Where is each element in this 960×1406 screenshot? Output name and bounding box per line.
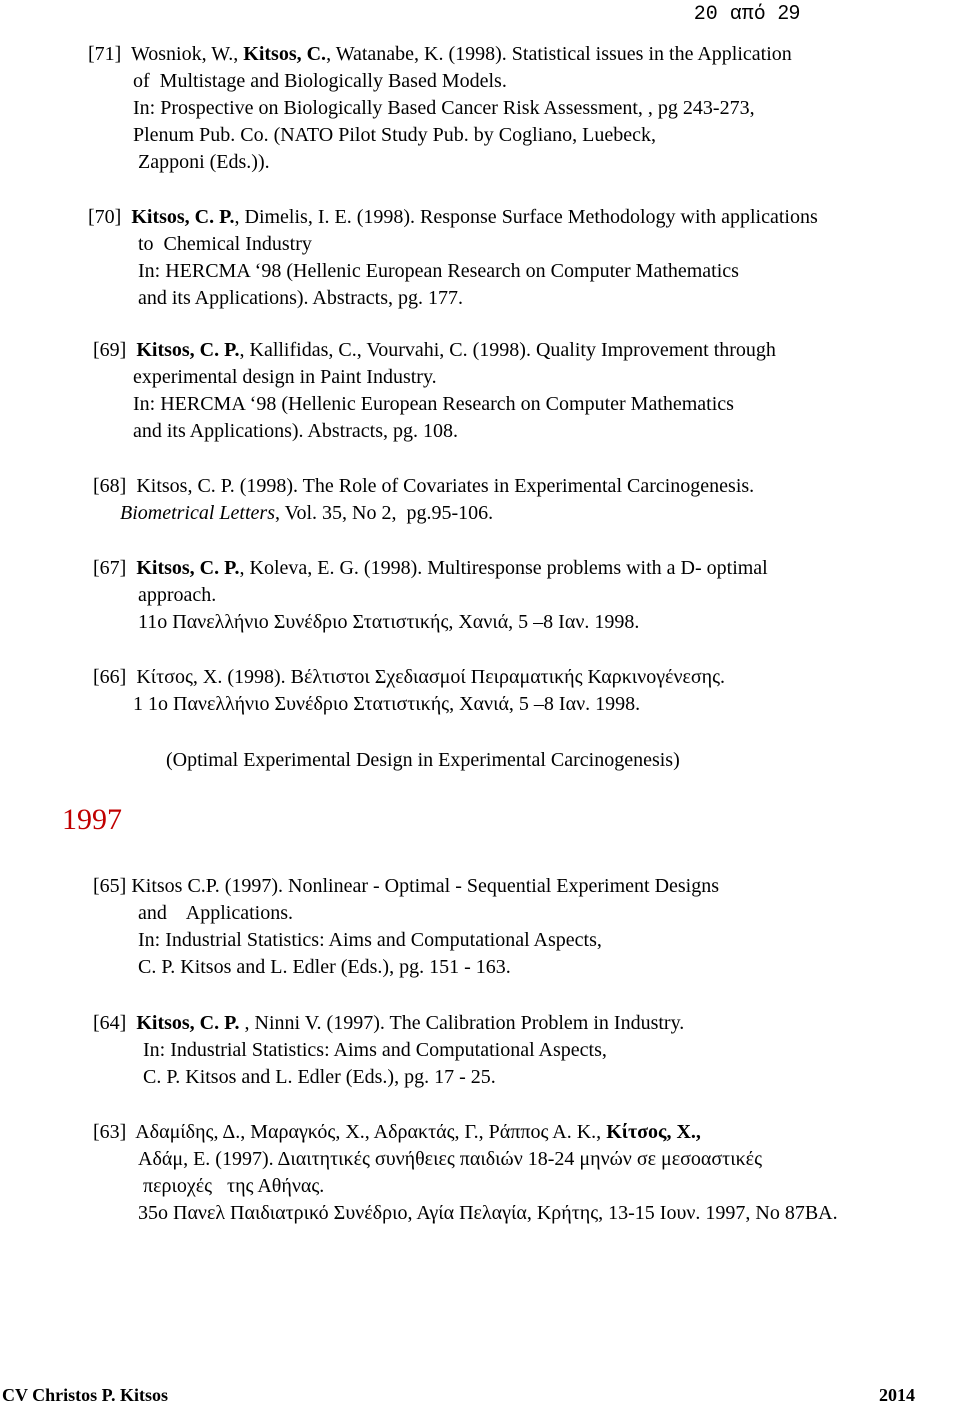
author-highlight: Kitsos, C.: [243, 43, 327, 65]
reference-text: [71] Wosniok, W.,: [88, 43, 244, 65]
page-number: 20 από 29: [693, 2, 800, 26]
reference-text: [69]: [93, 339, 137, 361]
reference-text: , Vol. 35, No 2, pg.95-106.: [274, 502, 494, 524]
reference-text: approach.: [138, 584, 217, 606]
reference-line: [138, 930, 602, 950]
reference-line: [138, 1149, 762, 1169]
year-heading: 1997: [62, 803, 122, 836]
footer-year: 2014: [879, 1385, 915, 1405]
reference-line: [133, 152, 270, 172]
reference-text: 1 1ο Πανελλήνιο Συνέδριο Στατιστικής, Χανιά, 5 –8 Ιαν. 1998.: [133, 693, 641, 715]
reference-line: [133, 125, 656, 145]
reference-text: C. P. Kitsos and L. Edler (Eds.), pg. 151 - 163.: [138, 956, 511, 978]
reference-text: [68] Kitsos, C. P. (1998). The Role of Covariates in Experimental Carcinogenesis.: [93, 475, 755, 497]
reference-text: , Koleva, E. G. (1998). Multiresponse problems with a D- optimal: [239, 557, 768, 579]
reference-text: Plenum Pub. Co. (NATO Pilot Study Pub. by Cogliano, Luebeck,: [133, 124, 656, 146]
reference-line: [120, 503, 493, 523]
reference-text: [64]: [93, 1012, 137, 1034]
reference-line: [138, 261, 739, 281]
reference-text: In: Prospective on Biologically Based Cancer Risk Assessment, , pg 243-273,: [133, 97, 755, 119]
reference-text: , Dimelis, I. E. (1998). Response Surface Methodology with applications: [234, 206, 818, 228]
reference-line: [138, 288, 463, 308]
reference-line: [133, 394, 734, 414]
reference-line: [143, 1067, 496, 1087]
reference-text: [67]: [93, 557, 137, 579]
reference-line: [133, 367, 437, 387]
author-highlight: Kitsos, C. P.: [131, 206, 235, 228]
reference-line: [138, 612, 639, 632]
reference-text: experimental design in Paint Industry.: [133, 366, 437, 388]
reference-text: Αδάμ, Ε. (1997). Διαιτητικές συνήθειες παιδιών 18-24 μηνών σε μεσοαστικές: [138, 1148, 762, 1170]
reference-text: and Applications.: [138, 902, 293, 924]
reference-line: [93, 1013, 684, 1033]
reference-line: [138, 234, 312, 254]
translation-note: (Optimal Experimental Design in Experimental Carcinogenesis): [166, 749, 680, 771]
author-highlight: Kitsos, C. P.: [136, 1012, 240, 1034]
reference-text: 11ο Πανελλήνιο Συνέδριο Στατιστικής, Χανιά, 5 –8 Ιαν. 1998.: [138, 611, 640, 633]
reference-line: [93, 476, 754, 496]
reference-line: [133, 71, 507, 91]
reference-text: C. P. Kitsos and L. Edler (Eds.), pg. 17 - 25.: [143, 1066, 496, 1088]
reference-text: and its Applications). Abstracts, pg. 177.: [138, 287, 463, 309]
author-highlight: Kitsos, C. P.: [136, 339, 240, 361]
reference-text: 35ο Πανελ Παιδιατρικό Συνέδριο, Αγία Πελαγία, Κρήτης, 13-15 Ιουν. 1997, Νο 87ΒΑ.: [138, 1202, 838, 1224]
reference-text: In: HERCMA ‘98 (Hellenic European Research on Computer Mathematics: [138, 260, 739, 282]
footer-author: CV Christos P. Kitsos: [2, 1385, 169, 1405]
reference-text: of Multistage and Biologically Based Models.: [133, 70, 507, 92]
reference-text: Zapponi (Eds.)).: [133, 151, 270, 173]
journal-title: Biometrical Letters: [120, 502, 275, 524]
reference-text: περιοχές της Αθήνας.: [138, 1175, 325, 1197]
reference-text: In: Industrial Statistics: Aims and Computational Aspects,: [138, 929, 602, 951]
reference-text: to Chemical Industry: [138, 233, 312, 255]
reference-line: [143, 1040, 607, 1060]
reference-text: [66] Κίτσος, Χ. (1998). Βέλτιστοι Σχεδιασμοί Πειραματικής Καρκινογένεσης.: [93, 666, 726, 688]
reference-line: [93, 558, 768, 578]
reference-text: , Watanabe, K. (1998). Statistical issues in the Application: [326, 43, 792, 65]
reference-line: [133, 694, 640, 714]
reference-line: [133, 421, 458, 441]
reference-line: [138, 1203, 838, 1223]
reference-text: [65] Kitsos C.P. (1997). Nonlinear - Optimal - Sequential Experiment Designs: [93, 875, 720, 897]
reference-text: and its Applications). Abstracts, pg. 108.: [133, 420, 458, 442]
reference-text: [63] Αδαμίδης, Δ., Μαραγκός, Χ., Αδρακτάς, Γ., Ράππος Α. Κ.,: [93, 1121, 607, 1143]
reference-line: [93, 667, 725, 687]
reference-line: [138, 957, 511, 977]
reference-line: [138, 1176, 324, 1196]
reference-line: [93, 340, 776, 360]
author-highlight: Kitsos, C. P.: [136, 557, 240, 579]
reference-line: [88, 44, 792, 64]
reference-text: [70]: [88, 206, 132, 228]
reference-line: [93, 1122, 701, 1142]
reference-line: [138, 903, 293, 923]
reference-text: , Kallifidas, C., Vourvahi, C. (1998). Quality Improvement through: [239, 339, 776, 361]
reference-text: , Ninni V. (1997). The Calibration Problem in Industry.: [239, 1012, 685, 1034]
reference-text: In: Industrial Statistics: Aims and Computational Aspects,: [143, 1039, 607, 1061]
reference-line: [88, 207, 818, 227]
reference-text: In: HERCMA ‘98 (Hellenic European Research on Computer Mathematics: [133, 393, 734, 415]
reference-line: [133, 98, 755, 118]
reference-line: [93, 876, 719, 896]
reference-line: [138, 585, 216, 605]
author-highlight: Κίτσος, Χ.,: [606, 1121, 701, 1143]
